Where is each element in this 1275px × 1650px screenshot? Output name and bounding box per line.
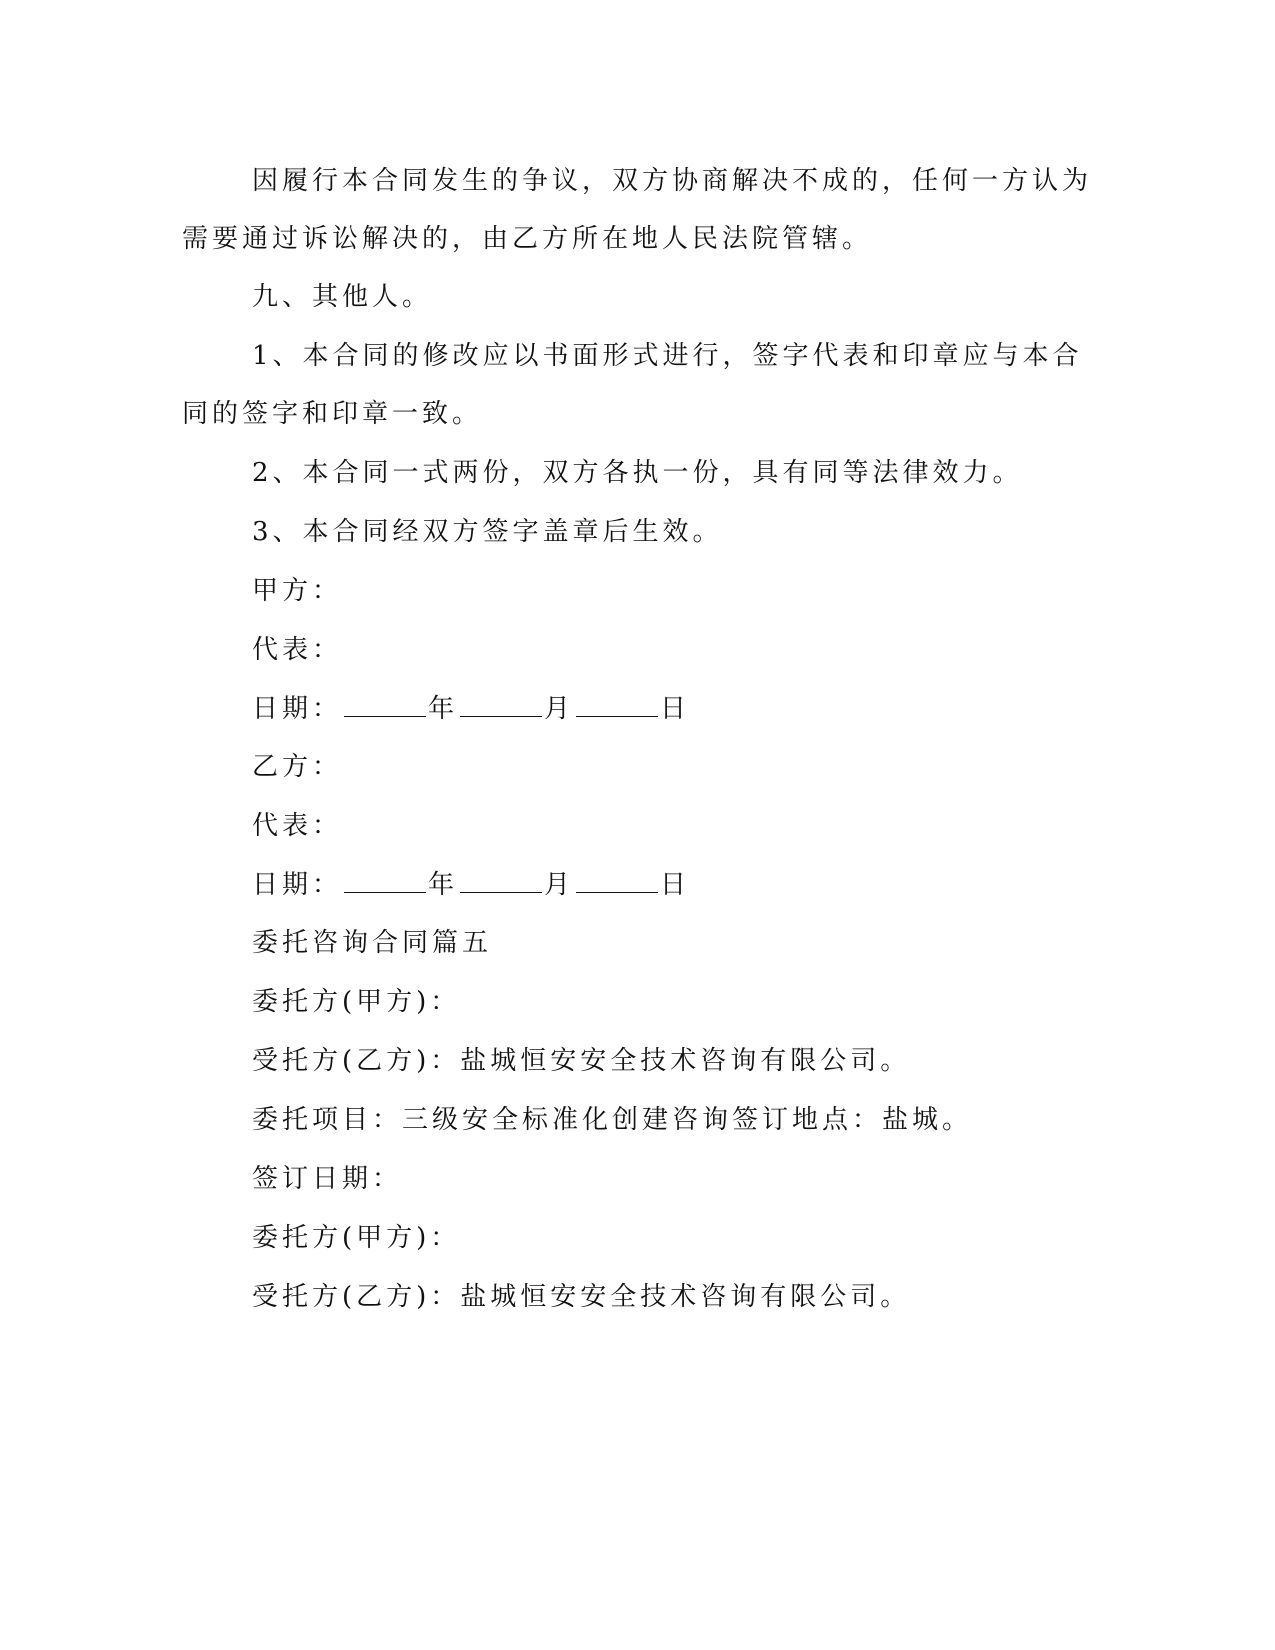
party-b-label: 乙方：: [252, 752, 343, 782]
month-blank: [460, 692, 542, 717]
month-label: 月: [544, 870, 575, 900]
year-label: 年: [428, 870, 459, 900]
clause-1-line2: 同的签字和印章一致。: [182, 399, 483, 429]
party-b-date-line: [252, 868, 690, 901]
client-party-label: 委托方(甲方)：: [252, 987, 461, 1017]
clause-2: 2、本合同一式两份，双方各执一份，具有同等法律效力。: [252, 458, 1023, 488]
date-label: 日期：: [252, 870, 343, 900]
commission-project-line: 委托项目：三级安全标准化创建咨询签订地点：盐城。: [252, 1105, 973, 1135]
clause-1-line1: 1、本合同的修改应以书面形式进行，签字代表和印章应与本合: [252, 341, 1083, 371]
day-label: 日: [660, 870, 691, 900]
contract-title-part-five: 委托咨询合同篇五: [252, 928, 493, 958]
client-party-label-2: 委托方(甲方)：: [252, 1223, 461, 1253]
day-label: 日: [660, 694, 691, 724]
paragraph-dispute-line1: 因履行本合同发生的争议，双方协商解决不成的，任何一方认为: [252, 166, 1093, 196]
clause-3: 3、本合同经双方签字盖章后生效。: [252, 517, 723, 547]
date-label: 日期：: [252, 694, 343, 724]
paragraph-dispute-line2: 需要通过诉讼解决的，由乙方所在地人民法院管辖。: [182, 224, 873, 254]
signing-date-label: 签订日期：: [252, 1164, 403, 1194]
month-blank: [460, 868, 542, 893]
year-label: 年: [428, 694, 459, 724]
day-blank: [576, 692, 658, 717]
year-blank: [344, 868, 426, 893]
day-blank: [576, 868, 658, 893]
trustee-party-line: 受托方(乙方)：盐城恒安安全技术咨询有限公司。: [252, 1046, 911, 1076]
month-label: 月: [544, 694, 575, 724]
party-a-label: 甲方：: [252, 576, 343, 606]
section-heading-other: 九、其他人。: [252, 282, 433, 312]
year-blank: [344, 692, 426, 717]
trustee-party-line-2: 受托方(乙方)：盐城恒安安全技术咨询有限公司。: [252, 1282, 911, 1312]
party-b-representative-label: 代表：: [252, 811, 343, 841]
party-a-representative-label: 代表：: [252, 635, 343, 665]
party-a-date-line: [252, 692, 690, 725]
